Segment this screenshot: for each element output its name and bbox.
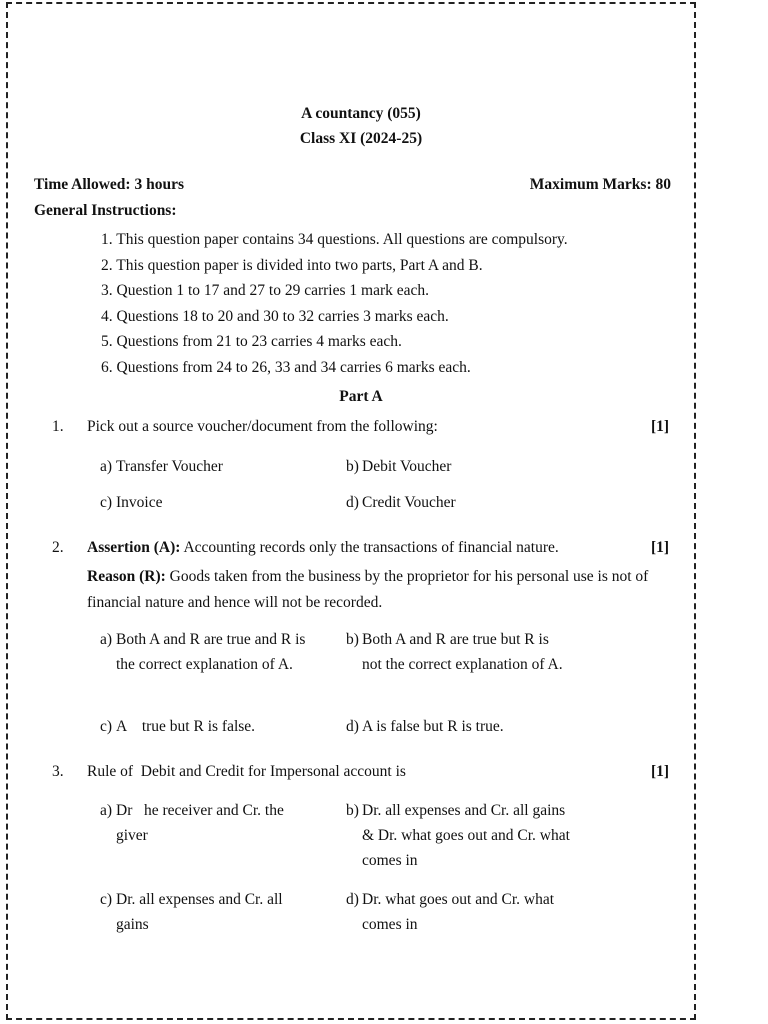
option-letter: a): [100, 458, 113, 475]
question-number: 2.: [52, 539, 64, 556]
instruction-item: 2. This question paper is divided into two parts, Part A and B.: [101, 257, 483, 274]
instruction-item: 4. Questions 18 to 20 and 30 to 32 carries 3 marks each.: [101, 308, 449, 325]
option-a: [100, 798, 332, 848]
option-letter: c): [100, 494, 113, 511]
option-letter: d): [346, 718, 359, 735]
option-letter: d): [346, 891, 359, 908]
assertion-label: Assertion (A):: [87, 539, 181, 556]
option-text: Credit Voucher: [362, 494, 456, 511]
option-c: [100, 887, 332, 937]
option-letter: c): [100, 891, 113, 908]
instruction-item: 5. Questions from 21 to 23 carries 4 marks each.: [101, 333, 402, 350]
option-b: [346, 798, 578, 873]
question-marks: [1]: [651, 418, 670, 435]
option-text: Invoice: [116, 494, 163, 511]
question-number: 1.: [52, 418, 64, 435]
instruction-item: 6. Questions from 24 to 26, 33 and 34 carries 6 marks each.: [101, 359, 471, 376]
option-text: Dr. all expenses and Cr. all gains & Dr. what goes out and Cr. what comes in: [362, 802, 570, 869]
option-text: Dr he receiver and Cr. the giver: [116, 802, 288, 844]
option-letter: b): [346, 802, 359, 819]
instruction-item: 1. This question paper contains 34 questions. All questions are compulsory.: [101, 231, 568, 248]
option-letter: d): [346, 494, 359, 511]
option-c: [100, 490, 330, 515]
option-letter: a): [100, 802, 113, 819]
assertion-text: Accounting records only the transactions of financial nature.: [180, 539, 559, 556]
option-c: [100, 714, 332, 739]
option-text: Debit Voucher: [362, 458, 452, 475]
option-text: Dr. all expenses and Cr. all gains: [116, 891, 283, 933]
instruction-item: 3. Question 1 to 17 and 27 to 29 carries 1 mark each.: [101, 282, 429, 299]
option-text: A true but R is false.: [116, 718, 256, 735]
option-text: Both A and R are true but R is not the correct explanation of A.: [362, 631, 563, 673]
question-marks: [1]: [651, 539, 670, 556]
option-letter: b): [346, 458, 359, 475]
option-a: [100, 454, 330, 479]
reason-text: Goods taken from the business by the proprietor for his personal use is not of financial nature and hence will not be recorded.: [87, 568, 649, 611]
question-marks: [1]: [651, 763, 670, 780]
option-letter: a): [100, 631, 113, 648]
option-d: [346, 490, 576, 515]
option-b: [346, 454, 576, 479]
question-text: Rule of Debit and Credit for Impersonal account is: [87, 763, 406, 780]
general-instructions-heading: General Instructions:: [34, 202, 177, 219]
option-text: A is false but R is true.: [362, 718, 504, 735]
reason-label: Reason (R):: [87, 568, 166, 585]
subject-title: A countancy (055): [301, 105, 421, 122]
part-heading: Part A: [339, 388, 383, 405]
class-title: Class XI (2024-25): [299, 130, 423, 147]
reason-line: [87, 564, 652, 616]
option-text: Dr. what goes out and Cr. what comes in: [362, 891, 555, 933]
time-allowed: Time Allowed: 3 hours: [34, 176, 184, 193]
option-b: [346, 627, 578, 677]
option-letter: c): [100, 718, 113, 735]
question-text: Pick out a source voucher/document from the following:: [87, 418, 438, 435]
option-d: [346, 714, 578, 739]
option-letter: b): [346, 631, 359, 648]
option-d: [346, 887, 578, 937]
option-text: Transfer Voucher: [116, 458, 223, 475]
maximum-marks: Maximum Marks: 80: [529, 176, 671, 193]
option-a: [100, 627, 332, 677]
question-number: 3.: [52, 763, 64, 780]
assertion-line: [87, 538, 559, 558]
option-text: Both A and R are true and R is the correct explanation of A.: [116, 631, 306, 673]
